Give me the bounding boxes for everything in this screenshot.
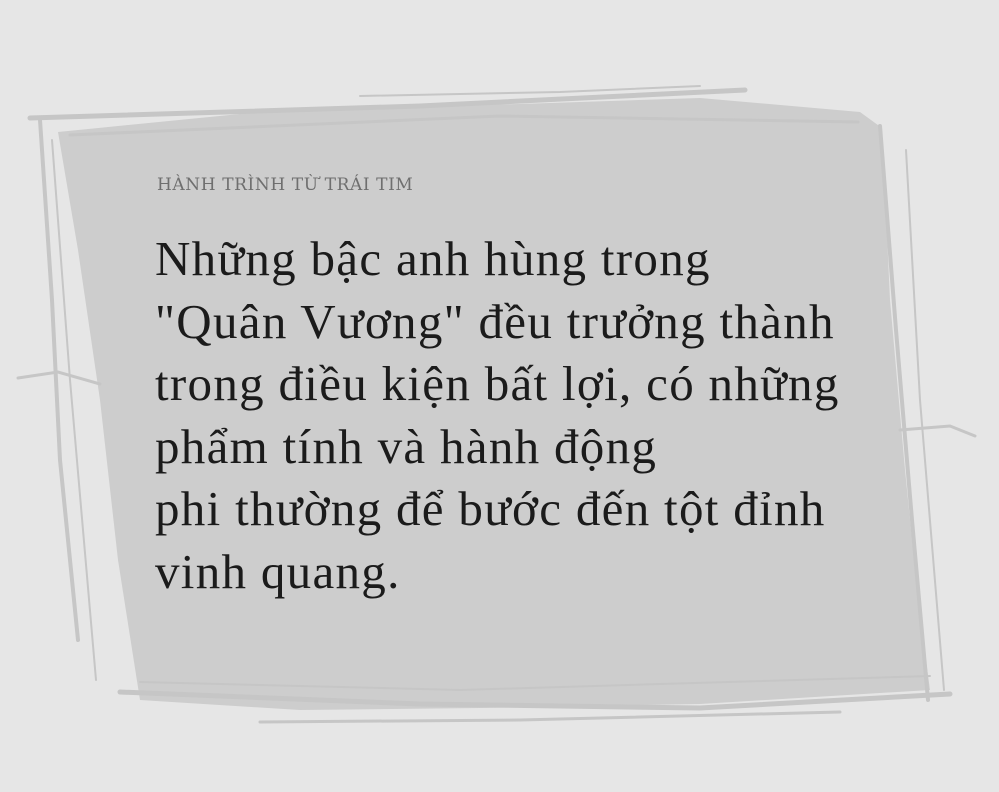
quote-line: phẩm tính và hành động — [155, 418, 658, 474]
section-eyebrow-label: HÀNH TRÌNH TỪ TRÁI TIM — [157, 175, 414, 195]
quote-line: "Quân Vương" đều trưởng thành — [155, 293, 835, 349]
quote-line: Những bậc anh hùng trong — [155, 231, 711, 286]
quote-line: trong điều kiện bất lợi, có những — [155, 356, 840, 411]
quote-text — [155, 228, 915, 603]
quote-line: phi thường để bước đến tột đỉnh — [155, 481, 826, 536]
quote-line: vinh quang. — [155, 543, 401, 599]
